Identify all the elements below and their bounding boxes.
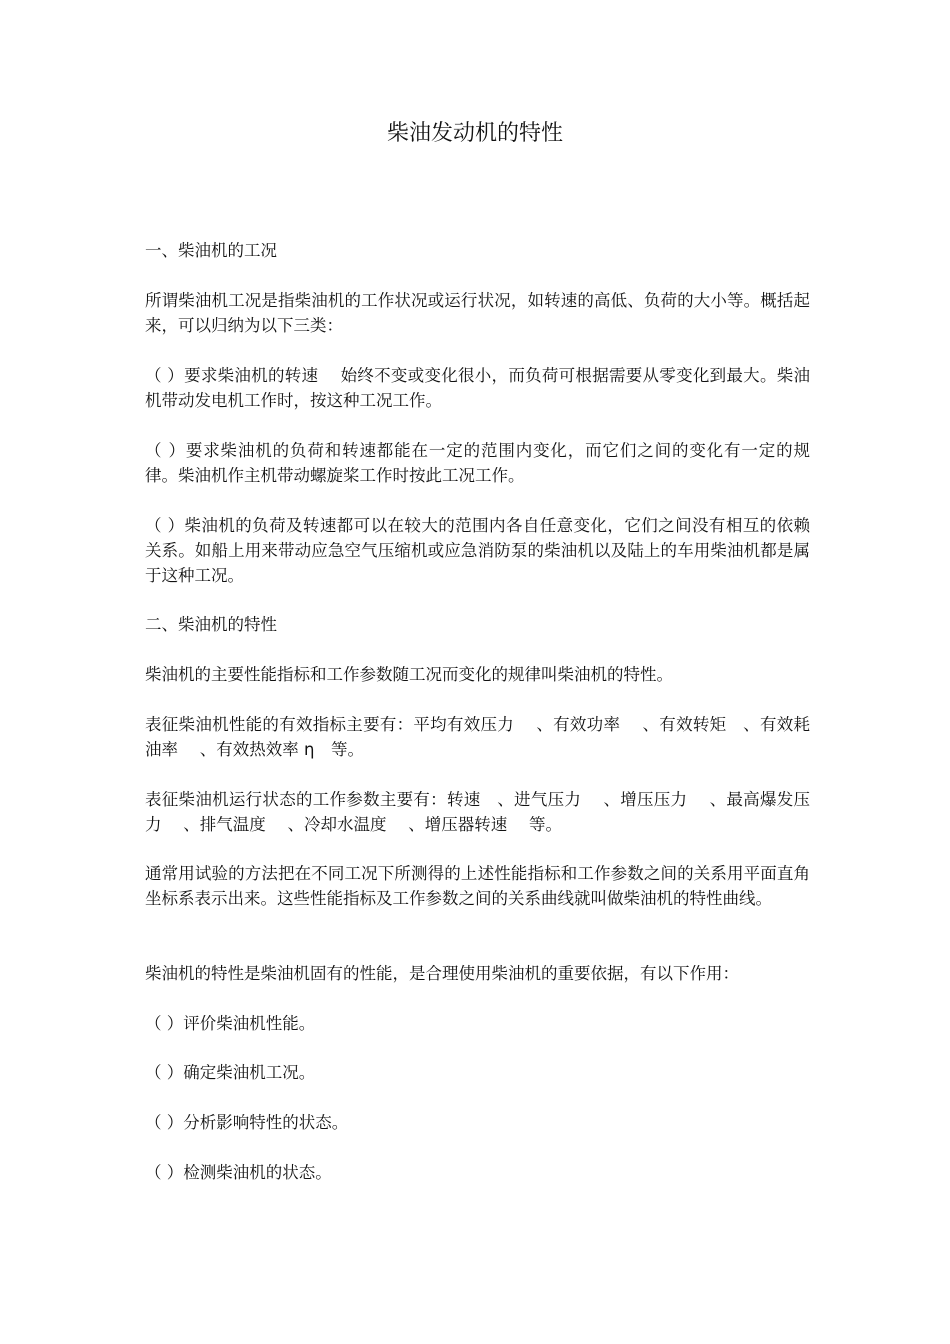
section-1-intro: 所谓柴油机工况是指柴油机的工作状况或运行状况，如转速的高低、负荷的大小等。概括起来，可以归纳为以下三类： [145,291,810,335]
section-2-importance: 柴油机的特性是柴油机固有的性能，是合理使用柴油机的重要依据，有以下作用： [145,964,739,983]
section-1-heading: 一、柴油机的工况 [145,241,277,260]
use-item-3: （ ）分析影响特性的状态。 [145,1113,349,1132]
section-2-heading: 二、柴油机的特性 [145,615,277,634]
section-2-working-parameters: 表征柴油机运行状态的工作参数主要有：转速 、进气压力 、增压压力 、最高爆发压力 、排气温度 、冷却水温度 、增压器转速 等。 [145,790,810,834]
section-1-item-2: （ ）要求柴油机的负荷和转速都能在一定的范围内变化，而它们之间的变化有一定的规律。柴油机作主机带动螺旋桨工作时按此工况工作。 [145,441,810,485]
section-1-item-1: （ ）要求柴油机的转速 始终不变或变化很小，而负荷可根据需要从零变化到最大。柴油机带动发电机工作时，按这种工况工作。 [145,366,810,410]
section-2-characteristic-curves: 通常用试验的方法把在不同工况下所测得的上述性能指标和工作参数之间的关系用平面直角坐标系表示出来。这些性能指标及工作参数之间的关系曲线就叫做柴油机的特性曲线。 [145,864,810,908]
use-item-1: （ ）评价柴油机性能。 [145,1014,316,1033]
use-item-2: （ ）确定柴油机工况。 [145,1063,316,1082]
section-2-effective-indicators: 表征柴油机性能的有效指标主要有：平均有效压力 、有效功率 、有效转矩 、有效耗油率 、有效热效率 η 等。 [145,715,810,759]
section-1-item-3: （ ）柴油机的负荷及转速都可以在较大的范围内各自任意变化，它们之间没有相互的依赖关系。如船上用来带动应急空气压缩机或应急消防泵的柴油机以及陆上的车用柴油机都是属于这种工况。 [145,516,810,585]
document-title: 柴油发动机的特性 [386,121,563,146]
use-item-4: （ ）检测柴油机的状态。 [145,1163,332,1182]
section-2-definition: 柴油机的主要性能指标和工作参数随工况而变化的规律叫柴油机的特性。 [145,665,673,684]
